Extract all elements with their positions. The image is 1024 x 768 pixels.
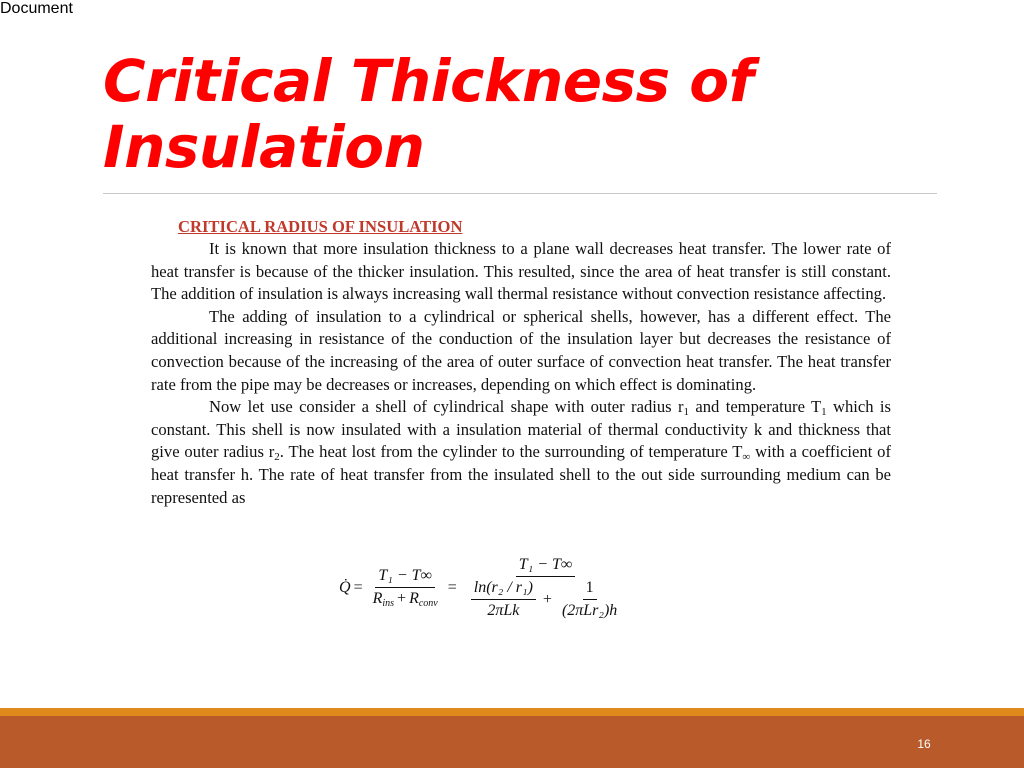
- paragraph-2: The adding of insulation to a cylindrical or spherical shells, however, has a different effect. The additional increasing in resistance of the conduction of the insulation layer but decreases the resistance of convection because of the increasing of the area of outer surface of convection heat transfer. The heat transfer rate from the pipe may be decreases or increases, depending on which effect is dominating.: [151, 306, 891, 394]
- document-image: [151, 215, 891, 509]
- formula-equals: =: [447, 579, 457, 596]
- paragraph-3-text: with a coefficient of heat transfer h. The rate of heat transfer from the insulated shell to the out side surrounding medium can be represented as: [151, 442, 891, 507]
- subscript: 1: [821, 406, 827, 419]
- paragraph-3-text: Now let use consider a shell of cylindrical shape with outer radius r: [209, 397, 684, 417]
- fraction-numerator: T₁ − T∞: [375, 567, 435, 588]
- formula-equals: =: [353, 579, 363, 596]
- subscript: ∞: [742, 451, 751, 464]
- resistance-fraction: [370, 567, 441, 609]
- paragraph-3-text: which is constant. This shell is now insulated with a insulation material of thermal conductivity k and thickness that give outer radius r: [151, 397, 891, 462]
- expanded-fraction: [464, 556, 628, 620]
- fraction-numerator: T₁ − T∞: [516, 556, 576, 577]
- page-number: 16: [917, 737, 931, 751]
- subscript: 2: [274, 451, 280, 464]
- formula-lhs: Q̇: [339, 579, 351, 596]
- subscript: 1: [683, 406, 690, 419]
- document-heading: CRITICAL RADIUS OF INSULATION: [178, 217, 463, 236]
- footer-accent-line: [0, 708, 1024, 716]
- paragraph-3-text: . The heat lost from the cylinder to the surrounding of temperature T: [279, 442, 743, 462]
- paragraph-3: [151, 396, 891, 509]
- heat-transfer-formula: [339, 556, 631, 620]
- footer-band: [0, 708, 1024, 768]
- paragraph-1: It is known that more insulation thickness to a plane wall decreases heat transfer. The lower rate of heat transfer is because of the thicker insulation. This resulted, since the area of heat transfer is still constant. The addition of insulation is always increasing wall thermal resistance without convection resistance affecting.: [151, 239, 891, 304]
- fraction-denominator: [464, 577, 628, 620]
- formula-plus: +: [542, 590, 552, 608]
- slide-title: Critical Thickness of Insulation: [103, 47, 754, 181]
- conduction-term: $\frac{\text{ln(r₂ / r₁)}}{\text{2πLk}}$: [471, 579, 536, 620]
- fraction-denominator: Rins + Rconv: [372, 590, 438, 609]
- title-divider: [103, 193, 937, 194]
- paragraph-3-text: and temperature T: [689, 397, 822, 417]
- convection-term: $\frac{1}{\text{(2πLr₂)h}}$: [561, 579, 618, 619]
